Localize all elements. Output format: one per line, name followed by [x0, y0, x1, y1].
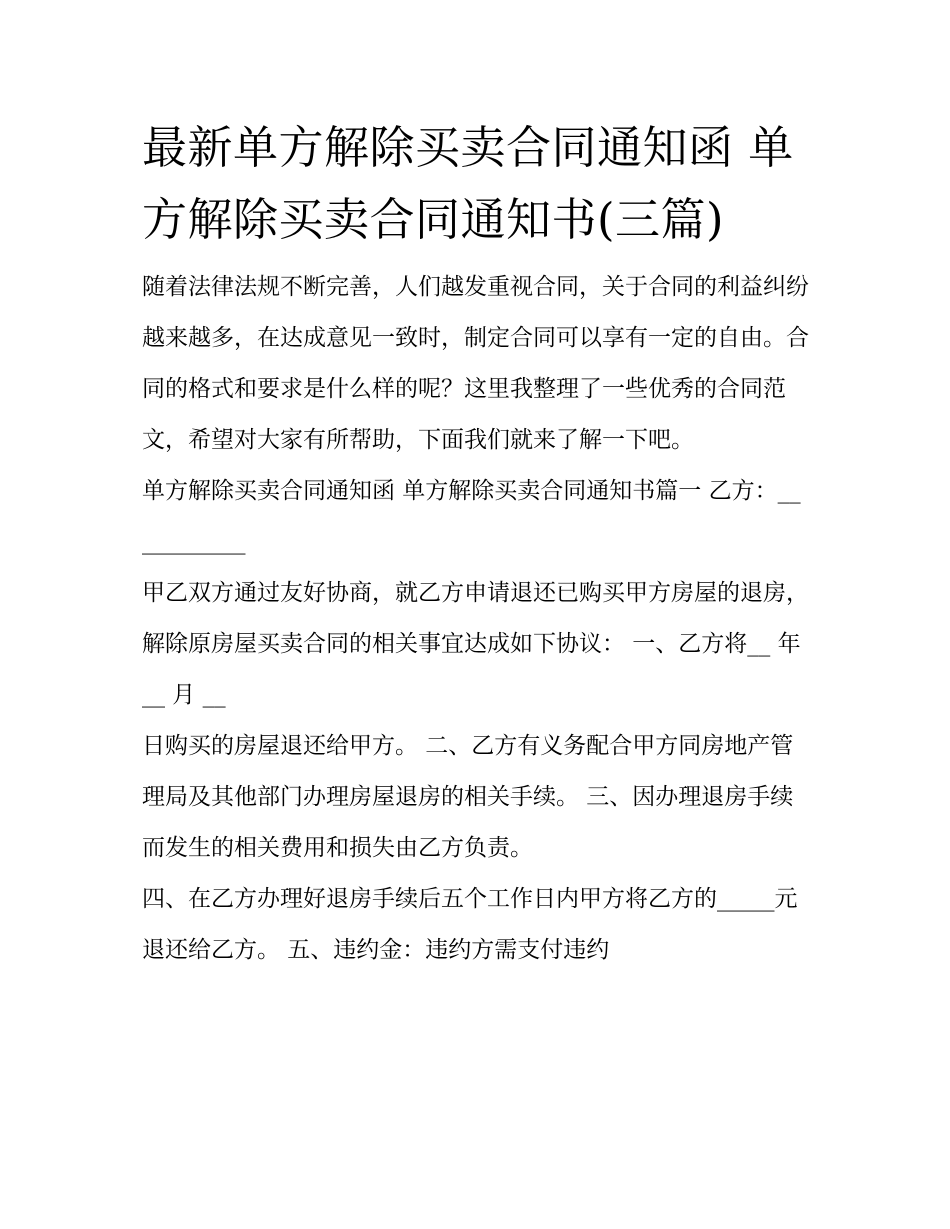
document-body: [142, 112, 812, 976]
document-title: 最新单方解除买卖合同通知函 单方解除买卖合同通知书(三篇): [142, 121, 794, 246]
paragraph-heading-part-one: 单方解除买卖合同通知函 单方解除买卖合同通知书篇一 乙方：___________: [142, 478, 801, 555]
paragraph-clauses-one-to-three: 日购买的房屋退还给甲方。 二、乙方有义务配合甲方同房地产管理局及其他部门办理房屋退房的相关手续。 三、因办理退房手续而发生的相关费用和损失由乙方负责。: [142, 733, 794, 861]
paragraph-intro: 随着法律法规不断完善，人们越发重视合同，关于合同的利益纠纷越来越多，在达成意见一致时，制定合同可以享有一定的自由。合同的格式和要求是什么样的呢？这里我整理了一些优秀的合同范文，希望对大家有所帮助，下面我们就来了解一下吧。: [142, 274, 809, 453]
paragraph-clauses-four-five: 四、在乙方办理好退房手续后五个工作日内甲方将乙方的_____元退还给乙方。 五、违约金：违约方需支付违约: [142, 886, 798, 963]
paragraph-agreement: 甲乙双方通过友好协商，就乙方申请退还已购买甲方房屋的退房，解除原房屋买卖合同的相关事宜达成如下协议： 一、乙方将__ 年 __ 月 __: [142, 580, 809, 708]
